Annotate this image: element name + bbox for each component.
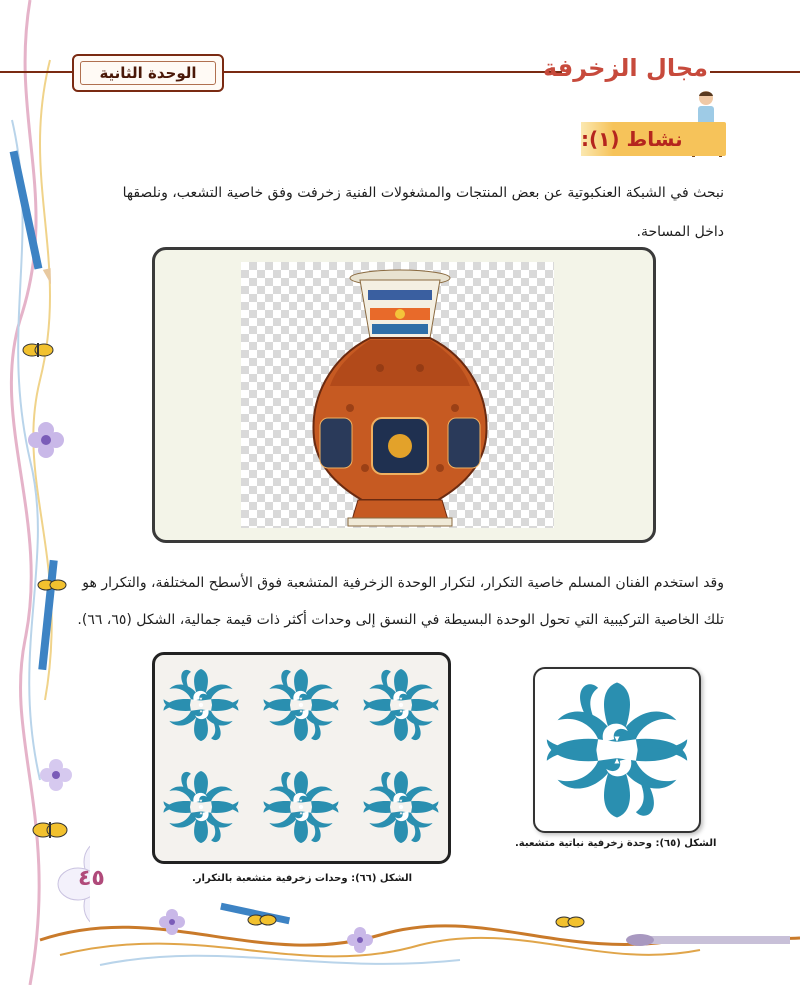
butterfly-icon xyxy=(556,917,584,927)
figure-65-ornament xyxy=(537,671,697,829)
header-rule-right xyxy=(710,71,800,73)
activity-label xyxy=(581,122,726,156)
ornament-unit xyxy=(164,771,239,843)
ornament-unit xyxy=(164,669,239,741)
ornament-unit xyxy=(364,669,439,741)
paragraph-1-line-2: داخل المساحة. xyxy=(636,224,724,240)
butterfly-icon xyxy=(38,580,66,590)
paragraph-2-line-2: تلك الخاصية التركيبية التي تحول الوحدة البسيطة في النسق إلى وحدات أكثر ذات قيمة جمالية، الشكل (٦٥، ٦٦). xyxy=(77,612,724,628)
decorative-border-bottom xyxy=(0,880,800,985)
decorative-border-left xyxy=(0,0,90,985)
figure-66-caption: الشكل (٦٦): وحدات زخرفية متشعبة بالتكرار. xyxy=(192,873,413,884)
ornate-vase-image xyxy=(290,268,510,530)
paragraph-1-line-1: نبحث في الشبكة العنكبوتية عن بعض المنتجات والمشغولات الفنية زخرفت وفق خاصية التشعب، ونلصقها xyxy=(122,185,724,201)
field-title: مجال الزخرفة xyxy=(542,54,708,82)
figure-65-caption: الشكل (٦٥): وحدة زخرفية نباتية متشعبة. xyxy=(515,838,717,849)
flower-icon xyxy=(347,927,373,953)
unit-label: الوحدة الثانية xyxy=(80,61,215,85)
page-number: ٤٥ xyxy=(78,866,105,891)
ornament-unit xyxy=(364,771,439,843)
header-rule-middle xyxy=(224,71,562,73)
butterfly-icon xyxy=(33,822,67,838)
unit-badge xyxy=(72,54,224,92)
header-rule-left xyxy=(0,71,72,73)
flower-icon xyxy=(40,759,72,791)
ornament-unit xyxy=(547,683,687,818)
butterfly-icon xyxy=(23,343,53,357)
ornament-unit xyxy=(264,771,339,843)
ornament-unit xyxy=(264,669,339,741)
paragraph-2-line-1: وقد استخدم الفنان المسلم خاصية التكرار، لتكرار الوحدة الزخرفية المتشعبة فوق الأسطح المختلفة، والتكرار هو xyxy=(82,575,724,591)
figure-66-repeated-ornaments xyxy=(155,655,448,861)
butterfly-icon xyxy=(248,915,276,925)
activity-label-text: نشاط (١): xyxy=(581,127,683,151)
